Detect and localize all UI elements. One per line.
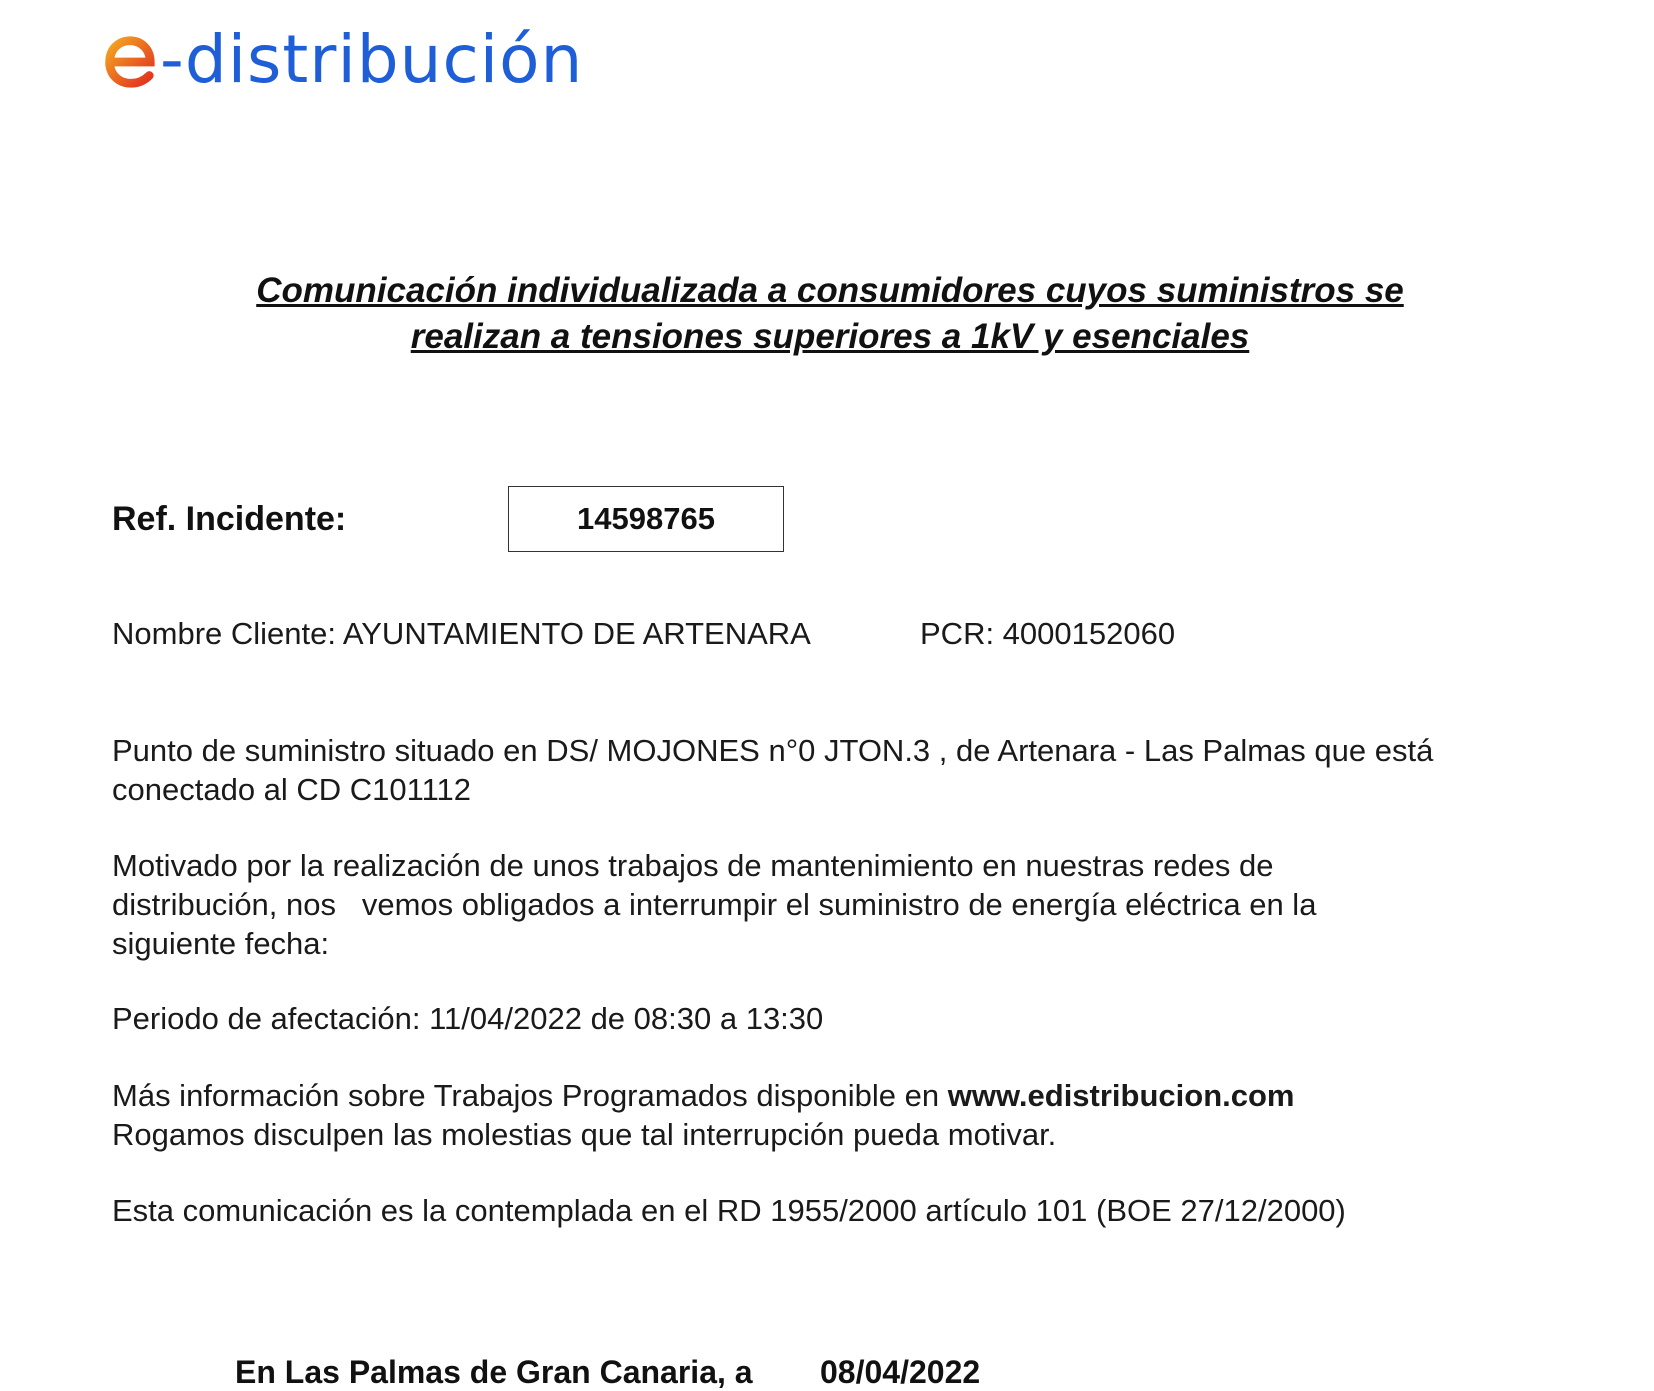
- reason-line-3: siguiente fecha:: [112, 926, 330, 961]
- logo-text: -distribución: [160, 21, 584, 98]
- document-title: [100, 268, 1560, 360]
- pcr-value: PCR: 4000152060: [920, 616, 1176, 651]
- info-prefix: Más información sobre Trabajos Programados disponible en: [112, 1078, 948, 1113]
- company-logo: [100, 22, 583, 102]
- info-line-1: [112, 1076, 1295, 1115]
- ref-incidente-value: 14598765: [508, 486, 784, 552]
- reason-line-1: Motivado por la realización de unos trabajos de mantenimiento en nuestras redes de: [112, 848, 1274, 883]
- reason-line-2: distribución, nos vemos obligados a interrumpir el suministro de energía eléctrica en la: [112, 887, 1317, 922]
- info-paragraph: [112, 1076, 1295, 1154]
- website-link[interactable]: www.edistribucion.com: [947, 1078, 1295, 1113]
- ref-incidente-label: Ref. Incidente:: [112, 500, 347, 538]
- reason-paragraph: [112, 846, 1432, 963]
- closing-place: En Las Palmas de Gran Canaria, a: [235, 1354, 753, 1390]
- affected-period: Periodo de afectación: 11/04/2022 de 08:30 a 13:30: [112, 1001, 824, 1036]
- supply-point-paragraph: [112, 731, 1552, 809]
- e-logo-mark-icon: [100, 32, 158, 92]
- closing-date: 08/04/2022: [820, 1354, 981, 1390]
- title-line-1: Comunicación individualizada a consumidores cuyos suministros se: [256, 271, 1404, 310]
- apology-line: Rogamos disculpen las molestias que tal interrupción pueda motivar.: [112, 1117, 1057, 1152]
- title-line-2: realizan a tensiones superiores a 1kV y esenciales: [410, 317, 1250, 356]
- client-name: Nombre Cliente: AYUNTAMIENTO DE ARTENARA: [112, 616, 811, 651]
- supply-line-2: conectado al CD C101112: [112, 772, 472, 807]
- legal-reference: Esta comunicación es la contemplada en el RD 1955/2000 artículo 101 (BOE 27/12/2000): [112, 1193, 1346, 1228]
- supply-line-1: Punto de suministro situado en DS/ MOJONES n°0 JTON.3 , de Artenara - Las Palmas que está: [112, 733, 1434, 768]
